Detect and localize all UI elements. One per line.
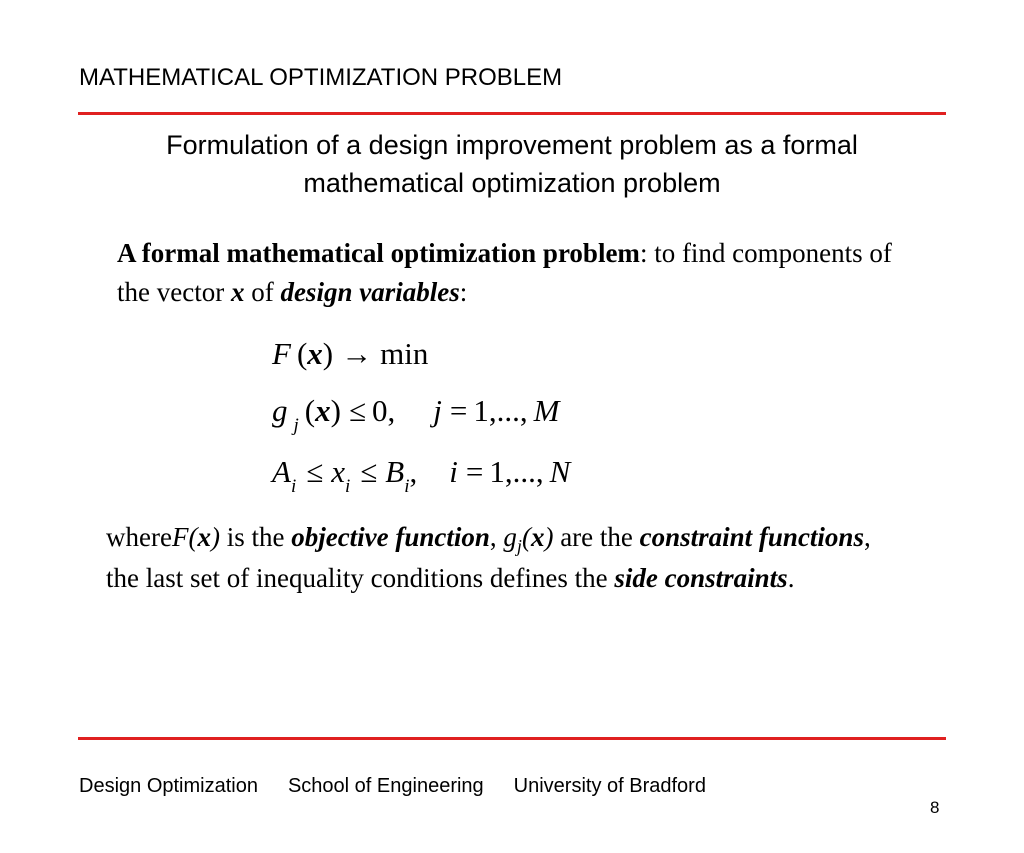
footer-school: School of Engineering	[287, 775, 484, 797]
f3-N: N	[549, 454, 571, 489]
subtitle-line-2: mathematical optimization problem	[303, 168, 721, 198]
top-divider	[78, 112, 946, 115]
formula-objective	[272, 338, 428, 369]
f2-x: x	[315, 393, 331, 428]
f1-F: F	[272, 336, 291, 371]
exp-are-the: are the	[553, 522, 640, 552]
f1-open: (	[296, 336, 308, 371]
exp-where: where	[106, 522, 172, 552]
exp-constraint-functions: constraint functions	[639, 522, 864, 552]
intro-text-3: :	[459, 277, 468, 307]
f3-leq-1: ≤	[306, 454, 324, 489]
exp-side-constraints: side constraints	[614, 563, 788, 593]
intro-bold-lead: A formal mathematical optimization problem	[117, 238, 640, 268]
f3-range: 1,...,	[489, 454, 544, 489]
exp-g-sub: j	[516, 536, 522, 556]
f1-arrow: →	[341, 336, 373, 371]
formula-constraints	[272, 393, 560, 436]
exp-is-the: is the	[219, 522, 292, 552]
f2-leq: ≤	[348, 393, 366, 428]
exp-F: F(	[171, 522, 198, 552]
f3-x: x	[331, 454, 345, 489]
exp-g-close: )	[544, 522, 554, 552]
f1-x: x	[307, 336, 323, 371]
exp-g-open: (	[521, 522, 531, 552]
intro-vector: x	[230, 277, 245, 307]
exp-period: .	[787, 563, 795, 593]
page-number: 8	[930, 798, 940, 817]
exp-comma: ,	[489, 522, 504, 552]
intro-text-2: of	[244, 277, 281, 307]
formula-side-constraints	[272, 454, 571, 497]
subtitle-line-1: Formulation of a design improvement problem as a formal	[166, 130, 858, 160]
f1-close: )	[322, 336, 334, 371]
f1-min: min	[380, 336, 429, 371]
f3-eq: =	[465, 454, 484, 489]
exp-middle: , the last set of inequality conditions defines the	[106, 522, 871, 593]
f3-comma: ,	[409, 454, 418, 489]
f3-i-sub-2: i	[345, 476, 351, 497]
f3-i-sub-1: i	[290, 476, 297, 497]
f2-zero: 0,	[371, 393, 396, 428]
intro-text-1: : to find components of the vector	[117, 238, 892, 307]
exp-F-x: x	[197, 522, 211, 552]
exp-g: g	[503, 522, 517, 552]
exp-F-close: )	[210, 522, 220, 552]
f3-i: i	[449, 454, 458, 489]
bottom-divider	[78, 737, 946, 740]
footer-course: Design Optimization	[79, 775, 258, 797]
intro-paragraph	[117, 234, 897, 312]
f2-j: j	[433, 393, 442, 428]
f2-g: g	[272, 393, 288, 428]
footer-university: University of Bradford	[513, 775, 706, 797]
explanation-paragraph	[106, 518, 906, 597]
intro-design-variables: design variables	[280, 277, 460, 307]
f3-i-sub-3: i	[404, 476, 410, 497]
f2-eq: =	[449, 393, 468, 428]
footer	[79, 775, 736, 798]
f3-leq-2: ≤	[360, 454, 378, 489]
exp-objective-function: objective function	[291, 522, 490, 552]
f2-range: 1,...,	[473, 393, 528, 428]
f2-close: )	[330, 393, 341, 428]
slide-subtitle	[78, 126, 946, 202]
f2-open: (	[304, 393, 316, 428]
f2-M: M	[533, 393, 560, 428]
f2-j-sub: j	[293, 415, 299, 436]
f3-A: A	[272, 454, 291, 489]
exp-g-x: x	[530, 522, 545, 552]
f3-B: B	[385, 454, 405, 489]
slide-title: MATHEMATICAL OPTIMIZATION PROBLEM	[79, 64, 563, 91]
